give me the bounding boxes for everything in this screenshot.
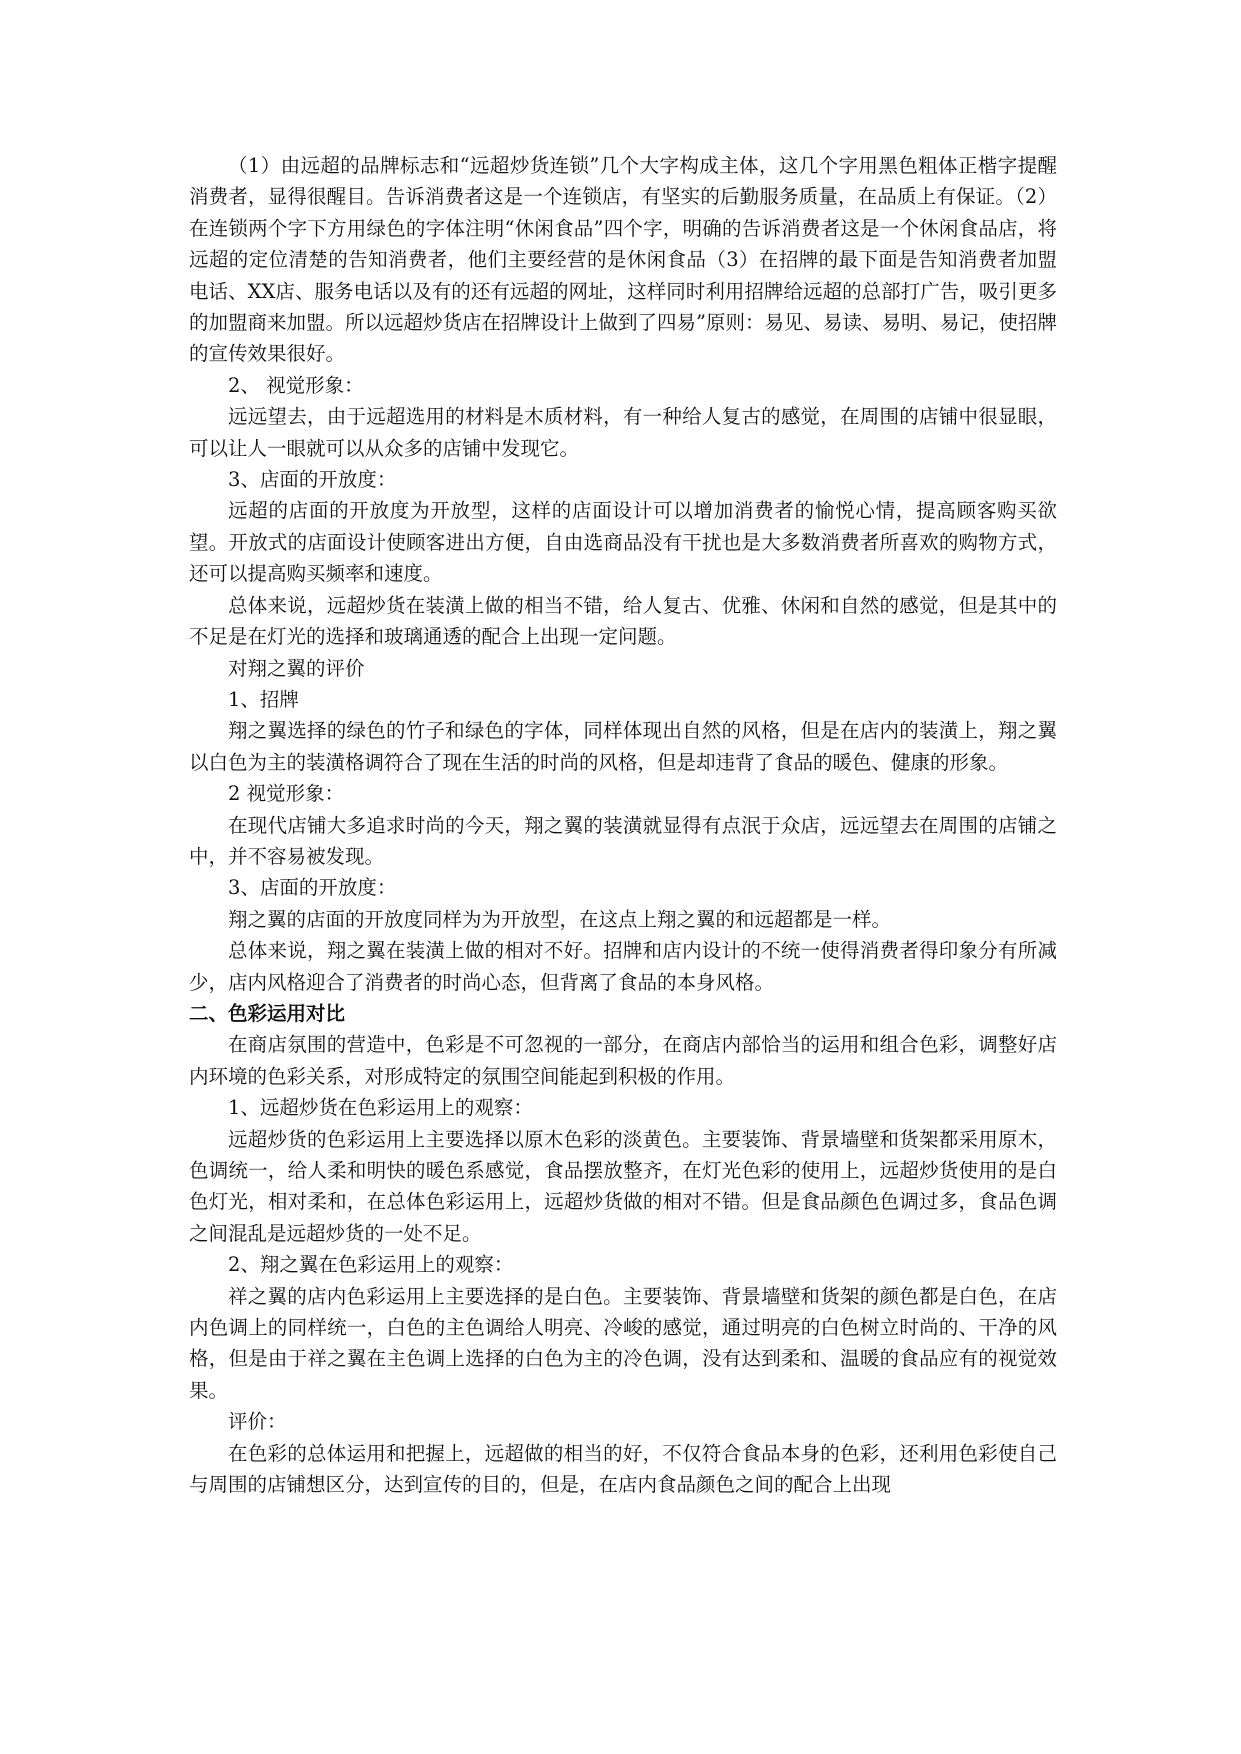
subheading-visual-image-yuanchao: 2、 视觉形象： [228, 373, 364, 397]
paragraph-signboard-description: （1）由远超的品牌标志和“远超炒货连锁”几个大字构成主体，这几个字用黑色粗体正楷字提醒消费者，显得很醒目。告诉消费者这是一个连锁店，有坚实的后勤服务质量，在品质上有保证。（2）在连锁两个字下方用绿色的字体注明“休闲食品”四个字，明确的告诉消费者这是一个休闲食品店，将远超的定位清楚的告知消费者，他们主要经营的是休闲食品（3）在招牌的最下面是告知消费者加盟电话、XX店、服务电话以及有的还有远超的网址，这样同时利用招牌给远超的总部打广告，吸引更多的加盟商来加盟。所以远超炒货店在招牌设计上做到了四易”原则：易见、易读、易明、易记，使招牌的宣传效果很好。 [189, 154, 1057, 366]
paragraph-summary-xiangzhiyi: 总体来说，翔之翼在装潢上做的相对不好。招牌和店内设计的不统一使得消费者得印象分有所减少，店内风格迎合了消费者的时尚心态，但背离了食品的本身风格。 [189, 939, 1057, 994]
subheading-visual-image-xiangzhiyi: 2 视觉形象： [228, 782, 345, 806]
subheading-evaluation: 评价： [228, 1410, 287, 1434]
subheading-openness-xiangzhiyi: 3、店面的开放度： [228, 876, 397, 900]
paragraph-color-xiangzhiyi: 祥之翼的店内色彩运用上主要选择的是白色。主要装饰、背景墙壁和货架的颜色都是白色，在店内色调上的同样统一，白色的主色调给人明亮、冷峻的感觉，通过明亮的白色树立时尚的、干净的风格，但是由于祥之翼在主色调上选择的白色为主的冷色调，没有达到柔和、温暖的食品应有的视觉效果。 [189, 1284, 1057, 1402]
document-body [189, 150, 1057, 1500]
subheading-color-xiangzhiyi: 2、翔之翼在色彩运用上的观察： [228, 1253, 514, 1277]
subheading-signboard-xiangzhiyi: 1、招牌 [228, 687, 299, 711]
paragraph-signboard-xiangzhiyi: 翔之翼选择的绿色的竹子和绿色的字体，同样体现出自然的风格，但是在店内的装潢上，翔之翼以白色为主的装潢格调符合了现在生活的时尚的风格，但是却违背了食品的暖色、健康的形象。 [189, 719, 1057, 774]
paragraph-visual-image-xiangzhiyi: 在现代店铺大多追求时尚的今天，翔之翼的装潢就显得有点泯于众店，远远望去在周围的店铺之中，并不容易被发现。 [189, 813, 1057, 868]
paragraph-openness-yuanchao: 远超的店面的开放度为开放型，这样的店面设计可以增加消费者的愉悦心情，提高顾客购买欲望。开放式的店面设计使顾客进出方便，自由选商品没有干扰也是大多数消费者所喜欢的购物方式，还可以提高购买频率和速度。 [189, 499, 1057, 586]
subheading-evaluation-xiangzhiyi: 对翔之翼的评价 [228, 656, 365, 680]
section-heading-color-comparison: 二、色彩运用对比 [189, 1001, 346, 1025]
paragraph-evaluation: 在色彩的总体运用和把握上，远超做的相当的好，不仅符合食品本身的色彩，还利用色彩使自己与周围的店铺想区分，达到宣传的目的，但是，在店内食品颜色之间的配合上出现 [189, 1441, 1057, 1497]
paragraph-openness-xiangzhiyi: 翔之翼的店面的开放度同样为为开放型，在这点上翔之翼的和远超都是一样。 [228, 907, 892, 931]
paragraph-visual-image-yuanchao: 远远望去，由于远超选用的材料是木质材料，有一种给人复古的感觉，在周围的店铺中很显眼，可以让人一眼就可以从众多的店铺中发现它。 [189, 405, 1057, 460]
paragraph-color-intro: 在商店氛围的营造中，色彩是不可忽视的一部分，在商店内部恰当的运用和组合色彩，调整好店内环境的色彩关系，对形成特定的氛围空间能起到积极的作用。 [189, 1033, 1057, 1088]
paragraph-color-yuanchao: 远超炒货的色彩运用上主要选择以原木色彩的淡黄色。主要装饰、背景墙壁和货架都采用原木，色调统一，给人柔和明快的暖色系感觉，食品摆放整齐，在灯光色彩的使用上，远超炒货使用的是白色灯光，相对柔和，在总体色彩运用上，远超炒货做的相对不错。但是食品颜色色调过多，食品色调之间混乱是远超炒货的一处不足。 [189, 1127, 1057, 1245]
paragraph-summary-yuanchao: 总体来说，远超炒货在装潢上做的相当不错，给人复古、优雅、休闲和自然的感觉，但是其中的不足是在灯光的选择和玻璃通透的配合上出现一定问题。 [189, 593, 1057, 649]
subheading-openness-yuanchao: 3、店面的开放度： [228, 468, 397, 492]
subheading-color-yuanchao: 1、远超炒货在色彩运用上的观察： [228, 1096, 533, 1120]
